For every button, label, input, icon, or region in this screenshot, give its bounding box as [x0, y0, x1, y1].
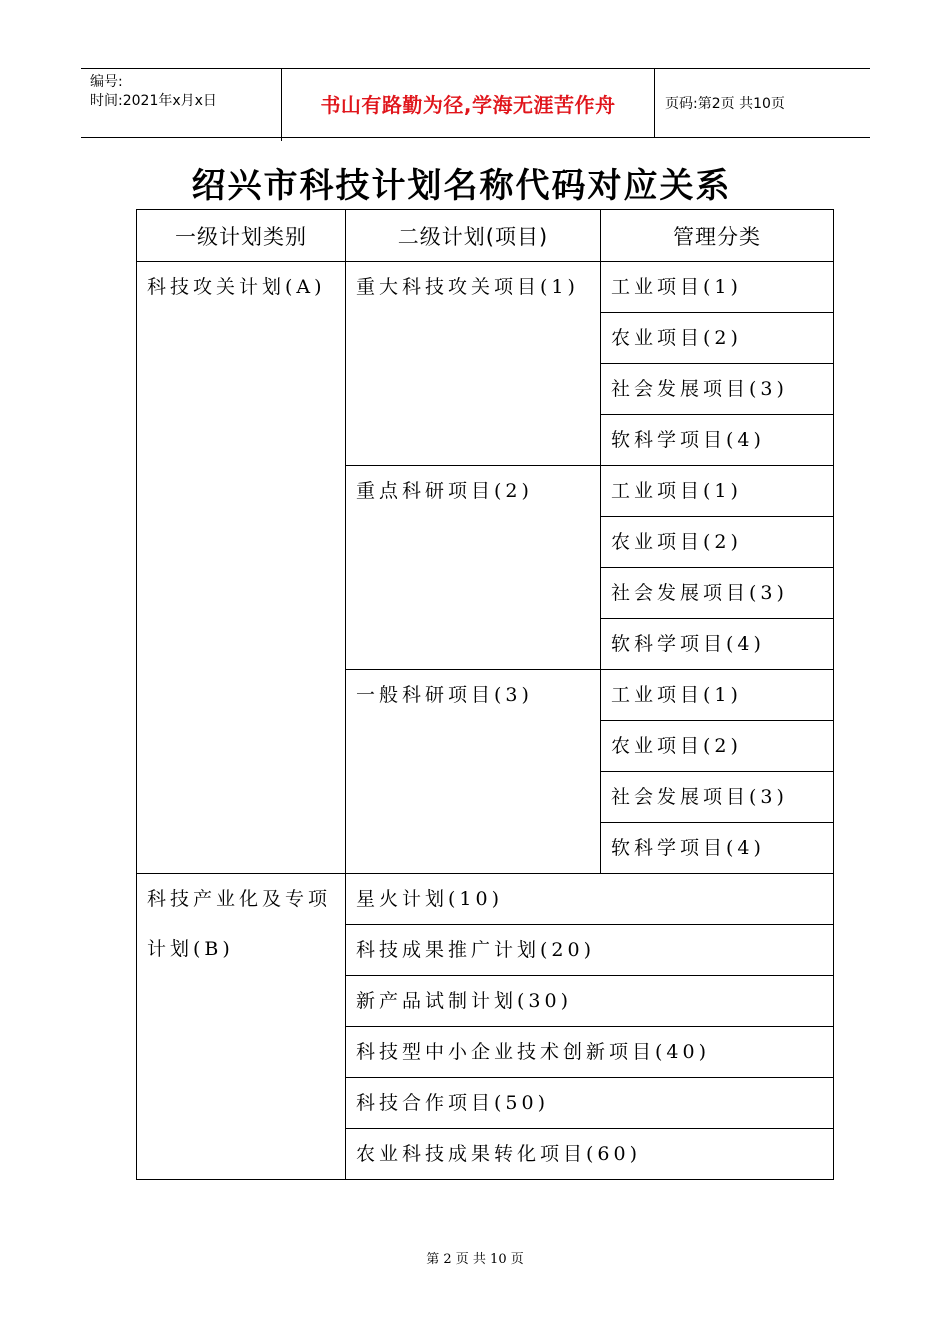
project-label: 星火计划(10)	[356, 888, 504, 910]
project-label: 科技成果推广计划(20)	[356, 939, 596, 961]
header-motto: 书山有路勤为径,学海无涯苦作舟	[282, 69, 655, 137]
project-label: 农业科技成果转化项目(60)	[356, 1143, 642, 1165]
project-label: 新产品试制计划(30)	[356, 990, 573, 1012]
management-label: 社会发展项目(3)	[611, 378, 788, 400]
plan-code-table	[136, 209, 834, 1180]
management-cell	[601, 517, 834, 568]
level2-label: 重大科技攻关项目(1)	[356, 276, 579, 298]
table-header-row	[137, 210, 834, 262]
page-footer: 第 2 页 共 10 页	[426, 1252, 524, 1267]
management-label: 农业项目(2)	[611, 735, 742, 757]
management-cell	[601, 415, 834, 466]
management-cell	[601, 619, 834, 670]
document-title	[0, 158, 950, 207]
management-cell	[601, 823, 834, 874]
management-cell	[601, 670, 834, 721]
project-cell	[346, 1078, 834, 1129]
management-cell	[601, 262, 834, 313]
header-meta	[81, 69, 282, 141]
management-label: 软科学项目(4)	[611, 429, 765, 451]
management-label: 工业项目(1)	[611, 276, 742, 298]
project-cell	[346, 1027, 834, 1078]
level2-cell	[346, 466, 601, 670]
project-label: 科技合作项目(50)	[356, 1092, 550, 1114]
time-label: 时间:2021年x月x日	[90, 93, 217, 109]
table-row	[137, 874, 834, 925]
header-page-info: 页码:第2页 共10页	[665, 96, 785, 112]
management-cell	[601, 313, 834, 364]
management-label: 软科学项目(4)	[611, 633, 765, 655]
level2-label: 一般科研项目(3)	[356, 684, 533, 706]
column-header-level2: 二级计划(项目)	[346, 210, 601, 262]
level1-cell-a	[137, 262, 346, 874]
management-label: 社会发展项目(3)	[611, 582, 788, 604]
column-header-management: 管理分类	[601, 210, 834, 262]
management-label: 工业项目(1)	[611, 480, 742, 502]
project-label: 科技型中小企业技术创新项目(40)	[356, 1041, 711, 1063]
level1-label-a: 科技攻关计划(A)	[147, 276, 326, 298]
level2-cell	[346, 262, 601, 466]
level1-label-b-line1: 科技产业化及专项	[147, 888, 332, 910]
management-cell	[601, 721, 834, 772]
level1-cell-b	[137, 874, 346, 1180]
level2-label: 重点科研项目(2)	[356, 480, 533, 502]
project-cell	[346, 976, 834, 1027]
level1-label-b-line2: 计划(B)	[147, 938, 234, 960]
management-label: 社会发展项目(3)	[611, 786, 788, 808]
title-text: 绍兴市科技计划名称代码对应关系	[191, 166, 732, 206]
management-label: 工业项目(1)	[611, 684, 742, 706]
project-cell	[346, 1129, 834, 1180]
management-label: 农业项目(2)	[611, 531, 742, 553]
management-cell	[601, 466, 834, 517]
document-header	[81, 68, 870, 138]
management-cell	[601, 568, 834, 619]
management-cell	[601, 364, 834, 415]
management-cell	[601, 772, 834, 823]
column-header-level1: 一级计划类别	[137, 210, 346, 262]
management-label: 软科学项目(4)	[611, 837, 765, 859]
level2-cell	[346, 670, 601, 874]
project-cell	[346, 874, 834, 925]
project-cell	[346, 925, 834, 976]
number-label: 编号:	[90, 74, 123, 90]
management-label: 农业项目(2)	[611, 327, 742, 349]
table-row	[137, 262, 834, 313]
